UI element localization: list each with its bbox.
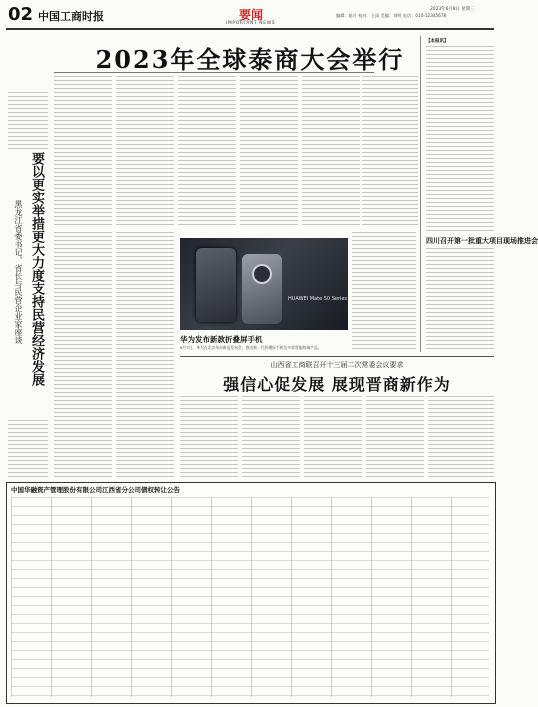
masthead-rule bbox=[6, 28, 494, 30]
bottom-headline: 强信心促发展 展现晋商新作为 bbox=[223, 375, 451, 394]
right-column-text-lower bbox=[426, 248, 494, 352]
right-column-divider bbox=[420, 36, 421, 352]
bottom-kicker: 山西省工商联召开十三届二次常委会议要求 bbox=[270, 361, 404, 369]
right-column-subhead: 四川召开第一批重大项目现场推进会 bbox=[426, 236, 538, 245]
editor-line: 编辑：陈月 校对：王雨 美编：刘明 电话：010-12345678 bbox=[336, 13, 447, 18]
headline-underline bbox=[54, 72, 374, 73]
page-number: 02 bbox=[8, 4, 34, 25]
main-headline: 2023年全球泰商大会举行 bbox=[95, 45, 405, 74]
ad-notice bbox=[6, 482, 496, 704]
camera-ring-icon bbox=[252, 264, 272, 284]
vertical-subheadline bbox=[14, 200, 26, 410]
right-column-text-upper bbox=[426, 46, 494, 232]
vertical-headline bbox=[30, 152, 50, 452]
section-name-english: IMPORTANT NEWS bbox=[226, 21, 276, 26]
news-photo bbox=[180, 238, 348, 330]
vertical-headline-main: 要以更实举措更大力度支持民营经济发展 bbox=[29, 152, 44, 386]
ad-title: 中国华融资产管理股份有限公司江西省分公司债权转让公告 bbox=[11, 486, 180, 494]
ad-table bbox=[11, 497, 489, 697]
section-name: 要闻 bbox=[239, 8, 264, 22]
bottom-article-rule bbox=[180, 356, 494, 357]
article-body-side bbox=[352, 232, 416, 352]
photo-caption-title: 华为发布新款折叠屏手机 bbox=[180, 335, 263, 344]
date-line: 2023年6月8日 星期三 bbox=[430, 7, 475, 12]
photo-caption-text: 6月7日，华为在北京举办新品发布会，推出新一代折叠屏手机及多款智能终端产品。 bbox=[180, 345, 322, 350]
paper-name: 中国工商时报 bbox=[38, 10, 104, 23]
phone-shape bbox=[196, 248, 236, 322]
right-column-boxed-heading: 【本报讯】 bbox=[426, 39, 449, 44]
vertical-subheadline-text: 黑龙江省委书记、省长与民营企业家座谈 bbox=[14, 200, 23, 344]
photo-brand-text: HUAWEI Mate 50 Series bbox=[288, 296, 348, 302]
masthead bbox=[0, 0, 500, 32]
